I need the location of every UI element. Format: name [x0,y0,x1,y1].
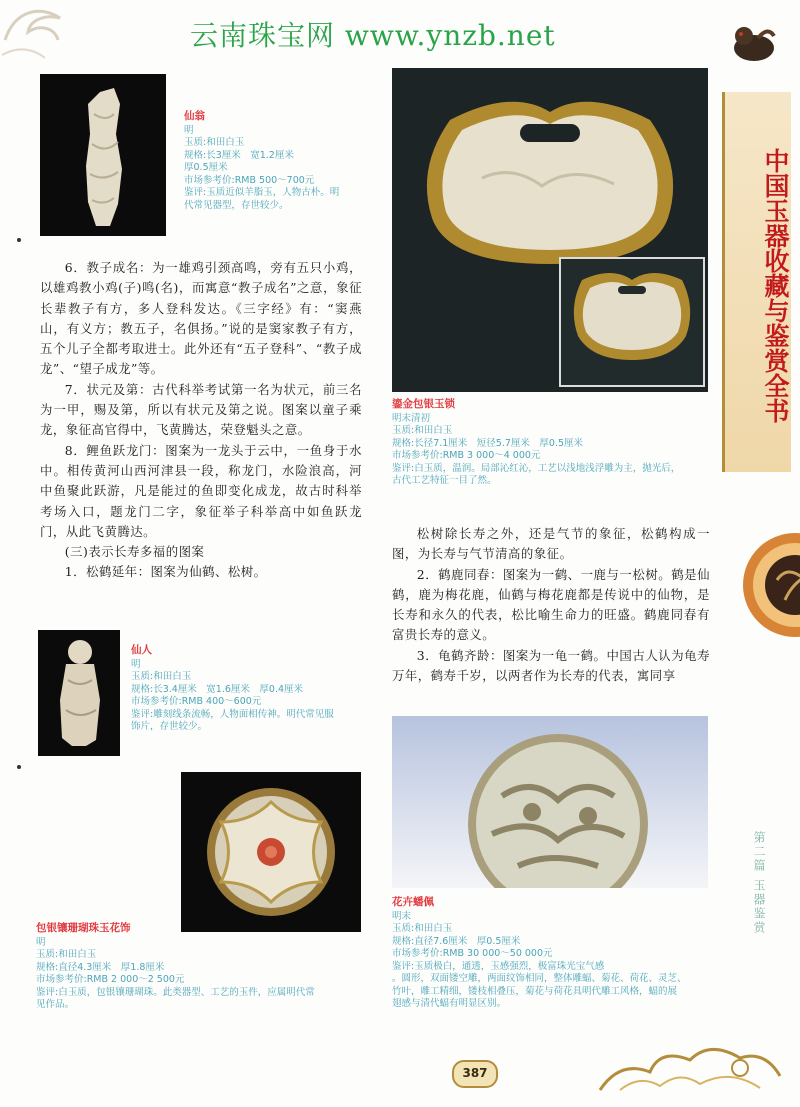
xianweng-photo [40,74,166,236]
xianren-photo [38,630,120,756]
page-number: 387 [452,1060,498,1088]
caption-line: 规格:直径7.6厘米 厚0.5厘米 [392,935,521,947]
xianren-title: 仙人 [131,644,152,656]
left-body-text [40,258,362,583]
chapter-label: 第二篇 玉器鉴赏 [752,831,766,935]
caption-line: 玉质:和田白玉 [184,137,245,148]
caption-line: 鉴评:玉质近似羊脂玉，人物古朴。明 [184,187,340,198]
caption-line: 市场参考价:RMB 30 000～50 000元 [392,948,553,959]
corner-cloud-ornament [0,0,90,60]
pei-caption [392,896,722,1011]
pei-title: 花卉蟠佩 [392,896,434,908]
caption-line: 鉴评:玉质极白，通透，玉感强烈，极富珠光宝气感 [392,960,605,972]
suo-title: 鎏金包银玉锁 [392,398,455,410]
cloud-ornament [590,1030,790,1100]
caption-line: 古代工艺特征一目了然。 [392,475,497,486]
paragraph: 7．状元及第：古代科举考试第一名为状元，前三名为一甲，赐及第，所以有状元及第之说。图案以童子乘龙，象征高官得中，飞黄腾达，荣登魁头之意。 [40,381,362,438]
caption-line: 市场参考价:RMB 500～700元 [184,174,315,186]
caption-line: 规格:长3.4厘米 宽1.6厘米 厚0.4厘米 [131,683,304,695]
xianren-caption [131,644,361,734]
caption-line: 玉质:和田白玉 [36,949,97,960]
caption-line: 玉质:和田白玉 [131,671,192,682]
book-title: 中国玉器收藏与鉴赏全书 [761,147,790,423]
caption-line: 明 [36,936,46,948]
caption-line: 市场参考价:RMB 3 000～4 000元 [392,450,541,461]
ring-ornament [725,520,800,650]
paragraph: 3．龟鹤齐龄：图案为一龟一鹤。中国古人认为龟寿万年，鹤寿千岁，以两者作为长寿的代表，寓同享 [392,647,710,684]
caption-line: 明末清初 [392,412,431,424]
caption-line: 饰片，存世较少。 [131,721,208,732]
caption-line: 见作品。 [36,999,75,1010]
paragraph: 8．鲤鱼跃龙门：图案为一龙头于云中，一鱼身于水中。相传黄河山西河津县一段，称龙门，水险浪高，河中鱼聚此跃游，凡是能过的鱼即变化成龙，故古时科举考场入口，题龙门二字，象征举子科举高中如鱼跃龙门，从此飞黄腾达。 [40,442,362,539]
caption-line: 翅感与清代蝠有明显区别。 [392,998,507,1009]
huashi-caption [36,922,376,1012]
section-heading: (三)表示长寿多福的图案 [64,544,205,560]
margin-dot [17,765,21,769]
caption-line: 鉴评:白玉质，包银镶珊瑚珠。此类器型、工艺的玉件，应属明代常 [36,986,315,998]
caption-line: 明末 [392,910,412,922]
pei-photo [392,716,708,888]
caption-line: 市场参考价:RMB 2 000～2 500元 [36,974,185,985]
xianweng-title: 仙翁 [184,110,205,122]
caption-line: 鉴评:白玉质，温润。局部沁红沁，工艺以浅地浅浮雕为主，抛光后， [392,462,681,474]
paragraph: 松树除长寿之外，还是气节的象征，松鹤构成一图，为长寿与气节清高的象征。 [392,526,710,562]
caption-line: 代常见器型，存世较少。 [184,199,289,211]
caption-line: 。圆形，双面镂空雕，两面纹饰相同，整体雕蝠、菊花、荷花、灵芝、 [392,973,687,984]
suo-caption [392,398,720,488]
paragraph: 2．鹤鹿同春：图案为一鹤、一鹿与一松树。鹤是仙鹤，鹿为梅花鹿，仙鹤与梅花鹿都是传说中的仙物，是长寿和永久的代表，松比喻生命力的旺盛。鹤鹿同春有富贵长寿的意义。 [392,566,710,643]
caption-line: 市场参考价:RMB 400～600元 [131,696,262,707]
beast-ornament [728,18,778,66]
paragraph: 1．松鹤延年：图案为仙鹤、松树。 [64,564,267,580]
caption-line: 规格:长径7.1厘米 短径5.7厘米 厚0.5厘米 [392,437,584,449]
paragraph: 6．教子成名：为一雄鸡引颈高鸣，旁有五只小鸡，以雄鸡教小鸡(子)鸣(名)，而寓意“教子成名”之意，象征长辈教子有方，多人登科发达。《三字经》有：“窦燕山，有义方；教五子，名俱扬。”说的是窦家教子有方，五个儿子全都考取进士。此外还有“五子登科”、“教子成龙”、“望子成龙”等。 [40,260,362,377]
site-header: 云南珠宝网 www.ynzb.net [190,19,556,52]
caption-line: 厚0.5厘米 [184,162,228,173]
suo-photo [392,68,708,392]
caption-line: 玉质:和田白玉 [392,425,453,436]
caption-line: 规格:直径4.3厘米 厚1.8厘米 [36,961,165,973]
caption-line: 玉质:和田白玉 [392,923,453,934]
xianweng-caption [184,110,384,212]
huashi-photo [181,772,361,932]
caption-line: 竹叶，雕工精细，镂枝相叠压，菊花与荷花具明代雕工风格，蝠的展 [392,985,678,997]
right-body-text [392,524,710,686]
caption-line: 明 [131,658,141,670]
huashi-title: 包银镶珊瑚珠玉花饰 [36,922,131,934]
caption-line: 鉴评:雕刻线条流畅，人物面相传神。明代常见服 [131,708,334,720]
book-spine [722,92,791,472]
caption-line: 明 [184,124,194,136]
margin-dot [17,238,21,242]
caption-line: 规格:长3厘米 宽1.2厘米 [184,149,294,161]
